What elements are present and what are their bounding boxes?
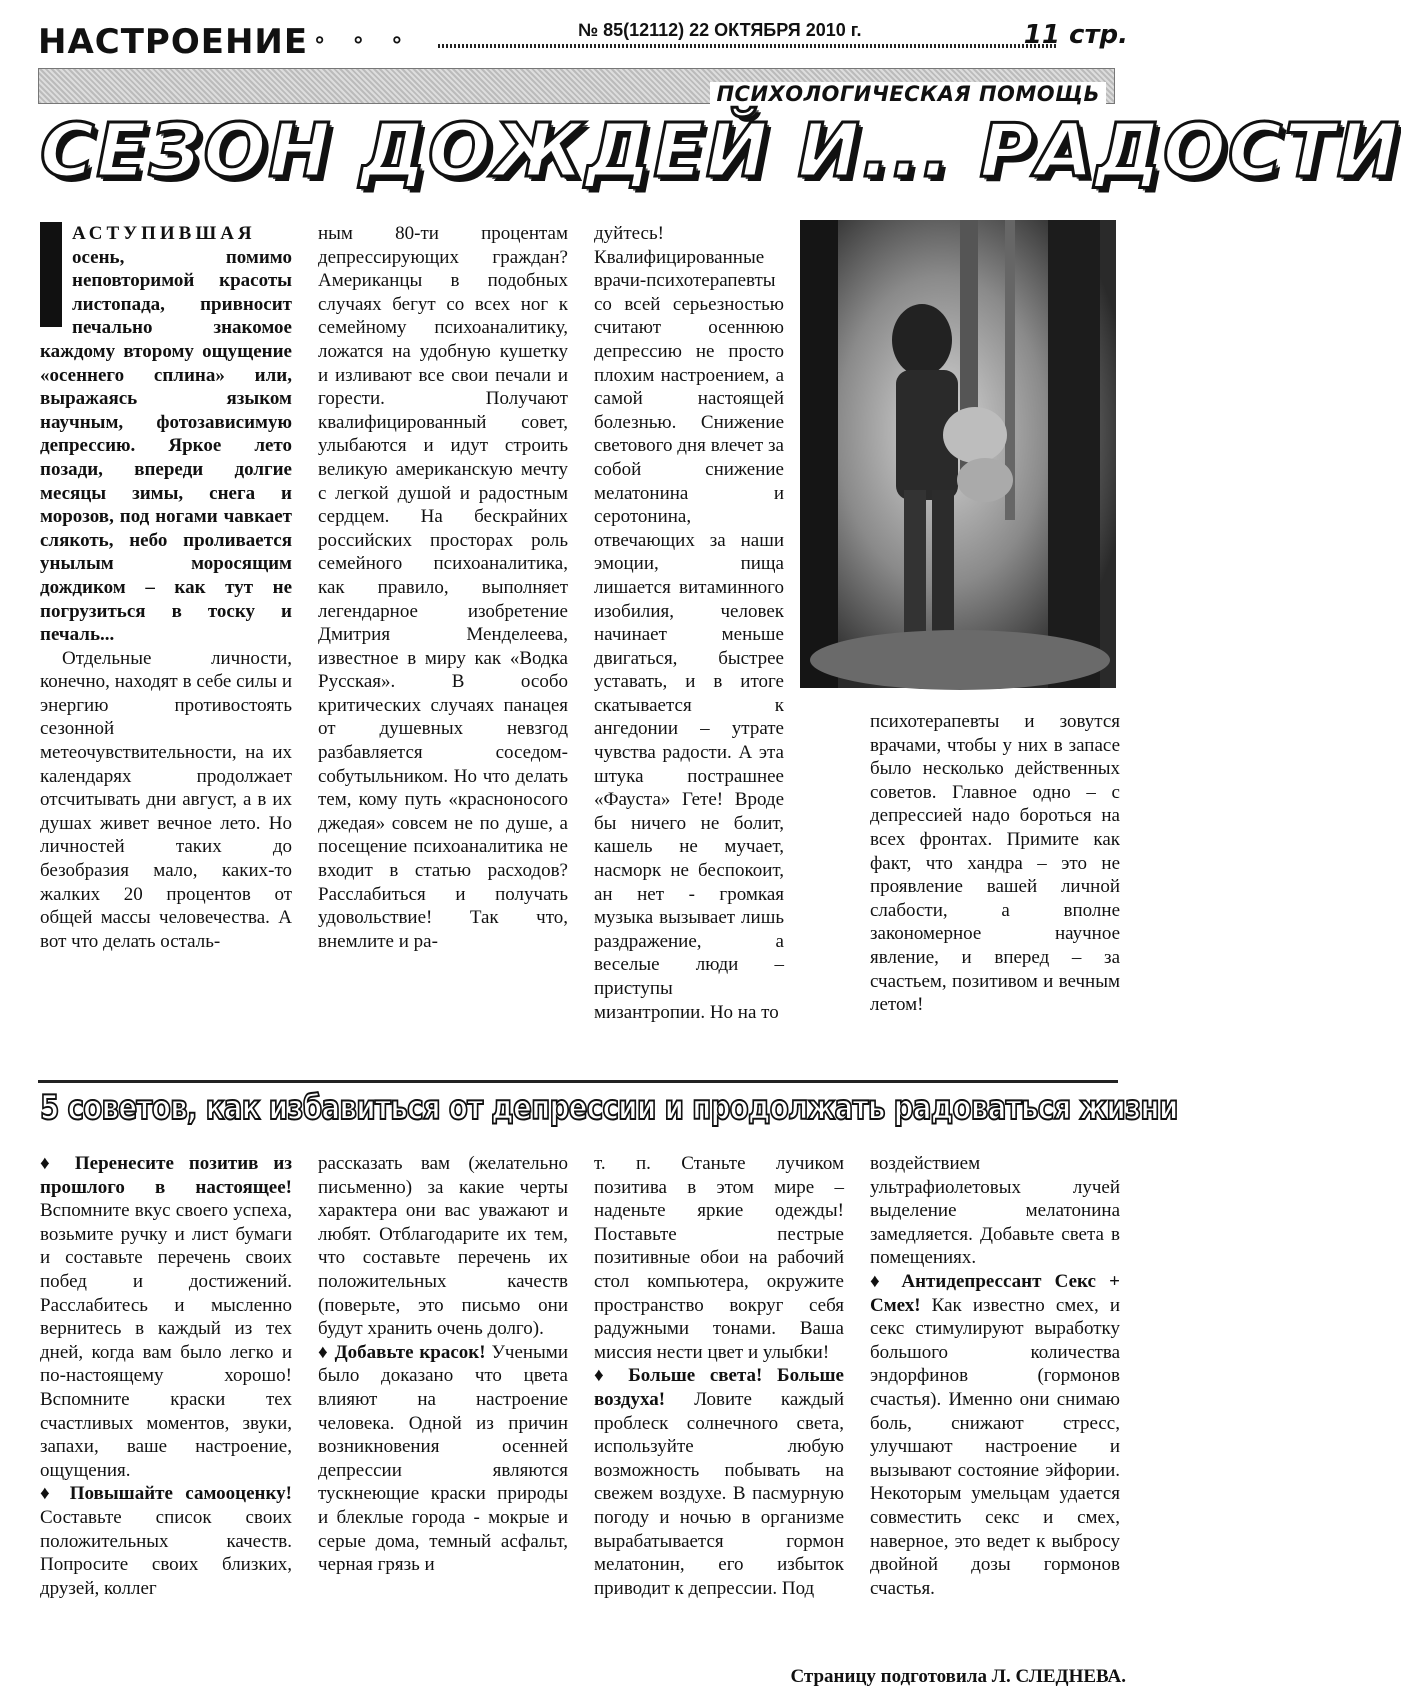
page-number: 11 стр. (1023, 20, 1128, 50)
article-headline: СЕЗОН ДОЖДЕЙ И... РАДОСТИ (40, 108, 1401, 194)
tip-text: Составьте список своих положительных качеств. Попросите своих близких, друзей, коллег (40, 1506, 292, 1599)
section-dots: ° ° ° (314, 34, 413, 59)
body-paragraph: Отдельные личности, конечно, находят в себе силы и энергию противостоять сезонной метеочувствительности, на их календарях продолжает отсчитывать дни август, а в их душах живет вечное лето. Но личностей таких до безобразия мало, каких-то жалких 20 процентов от общей массы человечества. А вот что делать осталь- (40, 647, 292, 952)
article-column-3 (594, 222, 784, 1024)
tip-text: Ловите каждый проблеск солнечного света, используйте любую возможность побывать на свежем воздухе. В пасмурную погоду и ночью в организме вырабатывается гормон мелатонин, его избыток приводит к депрессии. Под (594, 1388, 844, 1599)
article-column-1 (40, 222, 292, 953)
tip-heading: ♦ Повышайте самооценку! (40, 1483, 292, 1505)
tip-heading: ♦ Антидепрессант Секс + Смех! (870, 1270, 1120, 1316)
byline: Страницу подготовила Л. СЛЕДНЕВА. (790, 1666, 1126, 1687)
tip-heading: ♦ Добавьте красок! (318, 1341, 486, 1363)
tips-column-2 (318, 1152, 568, 1577)
tip-text: Учеными было доказано что цвета влияют на настроение человека. Одной из причин возникновения осенней депрессии являются тускнеющие краски природы и блеклые города - мокрые и серые дома, темный асфальт, черная грязь и (318, 1341, 569, 1576)
issue-info: № 85(12112) 22 ОКТЯБРЯ 2010 г. (578, 20, 862, 40)
tip-heading: ♦ Больше света! Больше воздуха! (594, 1365, 844, 1410)
body-paragraph: дуйтесь! Квалифицированные врачи-психотерапевты со всей серьезностью считают осеннюю депрессию не просто плохим настроением, а самой настоящей болезнью. Снижение светового дня влечет за собой снижение мелатонина и серотонина, отвечающих за наши эмоции, пища лишается витаминного изобилия, человек начинает меньше двигаться, быстрее уставать, и в итоге скатывается к ангедонии – утрате чувства радости. А эта штука пострашнее «Фауста» Гете! Вроде бы ничего не болит, кашель не мучает, насморк не беспокоит, ан нет - громкая музыка вызывает лишь раздражение, а веселые люди – приступы мизантропии. Но на то (594, 223, 784, 1023)
tips-column-1 (40, 1152, 292, 1600)
lead-paragraph: осень, помимо неповторимой красоты листопада, привносит печально знакомое каждому второму ощущение «осеннего сплина» или, выражаясь языком научным, фотозависимую депрессию. Яркое лето позади, впереди долгие месяцы зимы, снега и морозов, под ногами чавкает слякоть, небо проливается унылым моросящим дождиком – как тут не погрузиться в тоску и печаль... (40, 246, 292, 646)
body-paragraph: психотерапевты и зовутся врачами, чтобы у них в запасе было несколько действенных советов. Главное одно – с депрессией надо бороться на всех фронтах. Примите как факт, что хандра – это не проявление вашей личной слабости, а вполне закономерное научное явление, и вперед – за счастьем, позитивом и вечным летом! (870, 711, 1120, 1016)
rubric-label: ПСИХОЛОГИЧЕСКАЯ ПОМОЩЬ (710, 82, 1106, 106)
tip-heading: ♦ Перенесите позитив из прошлого в настоящее! (40, 1153, 292, 1198)
article-column-4 (870, 710, 1120, 1017)
tip-text: т. п. Станьте лучиком позитива в этом мире – наденьте яркие одежды! Поставьте пестрые позитивные обои на рабочий стол компьютера, окружите пространство вокруг себя радужными тонами. Ваша миссия нести цвет и улыбки! (594, 1153, 844, 1363)
header-rule (438, 44, 1058, 48)
tips-headline: 5 советов, как избавиться от депрессии и продолжать радоваться жизни (40, 1088, 1178, 1128)
tips-column-3 (594, 1152, 844, 1600)
page-header (38, 20, 1128, 60)
body-paragraph: ным 80-ти процентам депрессирующих граждан? Американцы в подобных случаях бегут со всех ног к семейному психоаналитику, ложатся на удобную кушетку и изливают все свои печали и горести. Получают квалифицированный совет, улыбаются и идут строить великую американскую мечту с легкой душой и радостным сердцем. На бескрайних российских просторах роль семейного психоаналитика, как правило, выполняет легендарное изобретение Дмитрия Менделеева, известное в миру как «Водка Русская». В особо критических случаях панацея от душевных невзгод разбавляется соседом-собутыльником. Но что делать тем, кому путь «красноносого джедая» совсем не по душе, а посещение психоаналитика не входит в статью расходов? Расслабиться и получать удовольствие! Так что, внемлите и ра- (318, 223, 568, 952)
tip-text: рассказать вам (желательно письменно) за какие черты характера они вас уважают и любят. Отблагодарите их тем, что составьте перечень их положительных качеств (поверьте, это письмо они будут хранить очень долго). (318, 1153, 568, 1340)
tip-text: Вспомните вкус своего успеха, возьмите ручку и лист бумаги и составьте перечень своих побед и достижений. Расслабитесь и мысленно вернитесь в каждый из тех дней, когда вам было легко и по-настоящему хорошо! Вспомните краски тех счастливых моментов, звуки, запахи, ваше настроение, ощущения. (40, 1200, 292, 1481)
article-column-2 (318, 222, 568, 953)
photo-woman-in-autumn-forest (800, 220, 1116, 688)
article-photo (800, 220, 1116, 688)
tips-column-4 (870, 1152, 1120, 1600)
tip-text: воздействием ультрафиолетовых лучей выделение мелатонина замедляется. Добавьте света в помещениях. (870, 1153, 1120, 1269)
section-title: НАСТРОЕНИЕ ° ° ° (38, 22, 413, 62)
section-divider (38, 1080, 1118, 1083)
lead-cap-word: АСТУПИВШАЯ (72, 223, 256, 244)
tip-text: Как известно смех, и секс стимулируют выработку большого количества эндорфинов (гормонов счастья). Именно они снимаю боль, снижают стресс, улучшают настроение и вызывают состояние эйфории. Некоторым умельцам удается совместить секс и смех, наверное, это ведет к выбросу двойной дозы гормонов счастья. (870, 1294, 1120, 1599)
drop-cap (40, 222, 62, 327)
